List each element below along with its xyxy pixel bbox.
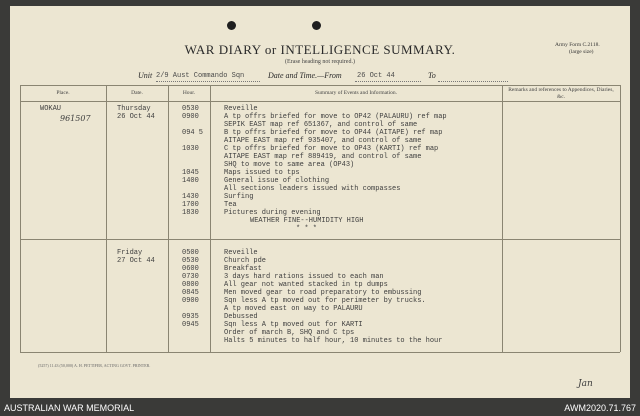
entry-hour: 0945 <box>182 321 199 329</box>
from-value: 26 Oct 44 <box>357 72 395 80</box>
place-name: WOKAU <box>40 105 62 113</box>
entry-summary-line: Men moved gear to road preparatory to embussing <box>224 289 422 297</box>
entry-summary-line: Breakfast <box>224 265 262 273</box>
column-header-remarks: Remarks and references to Appendices, Diaries, &c. <box>508 87 614 100</box>
entry-hour: 1430 <box>182 193 199 201</box>
entry-summary-line: Pictures during evening <box>224 209 321 217</box>
signature: Jan <box>578 379 593 389</box>
entry-hour: 1830 <box>182 209 199 217</box>
page-subtitle: (Erase heading not required.) <box>285 59 355 65</box>
entry-summary-line: Order of march B, SHQ and C tps <box>224 329 355 337</box>
date-day: Friday <box>117 249 143 257</box>
form-reference <box>555 42 600 56</box>
unit-underline <box>156 81 260 82</box>
entry-hour: 0935 <box>182 313 199 321</box>
entry-summary-line: A tp moved east on way to PALAURU <box>224 305 363 313</box>
entry-hour: 094 5 <box>182 129 204 137</box>
entry-summary-line: Church pde <box>224 257 267 265</box>
header-rule-bottom <box>20 101 620 102</box>
entry-hour: 0530 <box>182 105 199 113</box>
date-value: 26 Oct 44 <box>117 113 155 121</box>
entry-summary-line: C tp offrs briefed for move to OP43 (KARTI) ref map <box>224 145 439 153</box>
unit-label: Unit <box>138 71 153 80</box>
table-border-left <box>20 85 21 352</box>
entry-hour: 0900 <box>182 113 199 121</box>
entry-summary-line: AITAPE EAST map ref 889419, and control of same <box>224 153 422 161</box>
column-divider-place <box>106 85 107 352</box>
entry-summary-line: Tea <box>224 201 237 209</box>
column-header-hour: Hour. <box>182 90 196 96</box>
to-label: To <box>428 71 436 80</box>
entry-summary-line: SEPIK EAST map ref 651367, and control of same <box>224 121 418 129</box>
column-header-summary: Summary of Events and Information. <box>314 90 398 96</box>
entry-summary-line: Sqn less A tp moved out for perimeter by trucks. <box>224 297 426 305</box>
table-border-right <box>620 85 621 352</box>
column-divider-date <box>168 85 169 352</box>
entry-hour: 0600 <box>182 265 199 273</box>
entry-hour: 1045 <box>182 169 199 177</box>
column-divider-hour <box>210 85 211 352</box>
entry-summary-line: Surfing <box>224 193 254 201</box>
column-header-date: Date. <box>131 90 143 96</box>
entry-hour: 1700 <box>182 201 199 209</box>
unit-value: 2/9 Aust Commando Sqn <box>156 72 245 80</box>
entry-summary-line: Sqn less A tp moved out for KARTI <box>224 321 363 329</box>
entry-summary-line: Reveille <box>224 249 258 257</box>
entry-hour: 1030 <box>182 145 199 153</box>
table-rule-bottom <box>20 352 620 353</box>
header-rule-top <box>20 85 620 86</box>
entry-summary-line: SHQ to move to same area (OP43) <box>224 161 355 169</box>
entry-hour: 0530 <box>182 257 199 265</box>
punch-hole-right <box>312 21 321 30</box>
punch-hole-left <box>227 21 236 30</box>
form-reference-line2: (large size) <box>569 49 594 55</box>
entry-hour: 1400 <box>182 177 199 185</box>
datetime-label: Date and Time.—From <box>268 71 342 80</box>
date-value: 27 Oct 44 <box>117 257 155 265</box>
entry-hour: 0845 <box>182 289 199 297</box>
column-header-place: Place. <box>56 90 70 96</box>
column-divider-summary <box>502 85 503 352</box>
form-reference-line1: Army Form C.2118. <box>555 42 600 48</box>
entry-summary-line: Halts 5 minutes to half hour, 10 minutes to the hour <box>224 337 443 345</box>
entry-hour: 0500 <box>182 249 199 257</box>
place-grid-reference: 961507 <box>60 114 91 123</box>
printer-imprint: (5257) 11.43 (50,000) A. H. PETTIFER, ACTING GOVT. PRINTER. <box>38 363 151 368</box>
entry-summary-line: A tp offrs briefed for move to OP42 (PALAURU) ref map <box>224 113 447 121</box>
caption-left: AUSTRALIAN WAR MEMORIAL <box>4 403 135 413</box>
entry-summary-line: B tp offrs briefed for move to OP44 (AITAPE) ref map <box>224 129 443 137</box>
entry-summary-line: Debussed <box>224 313 258 321</box>
page-title: WAR DIARY or INTELLIGENCE SUMMARY. <box>184 42 456 57</box>
entry-summary-line: General issue of clothing <box>224 177 330 185</box>
day-separator: * * * <box>296 225 318 233</box>
caption-right: AWM2020.71.767 <box>564 403 636 413</box>
entry-hour: 0800 <box>182 281 199 289</box>
to-underline <box>438 81 508 82</box>
entry-summary-line: Maps issued to tps <box>224 169 300 177</box>
entry-summary-line: Reveille <box>224 105 258 113</box>
entry-hour: 0730 <box>182 273 199 281</box>
entry-summary-line: All gear not wanted stacked in tp dumps <box>224 281 388 289</box>
entry-summary-line: AITAPE EAST map ref 935407, and control of same <box>224 137 422 145</box>
from-underline <box>355 81 421 82</box>
entry-hour: 0900 <box>182 297 199 305</box>
date-day: Thursday <box>117 105 151 113</box>
diary-sheet <box>10 6 630 398</box>
entry-summary-line: 3 days hard rations issued to each man <box>224 273 384 281</box>
entry-summary-line: All sections leaders issued with compasses <box>224 185 401 193</box>
entry-summary-line: WEATHER FINE--HUMIDITY HIGH <box>250 217 364 225</box>
day-divider-rule <box>20 239 620 240</box>
